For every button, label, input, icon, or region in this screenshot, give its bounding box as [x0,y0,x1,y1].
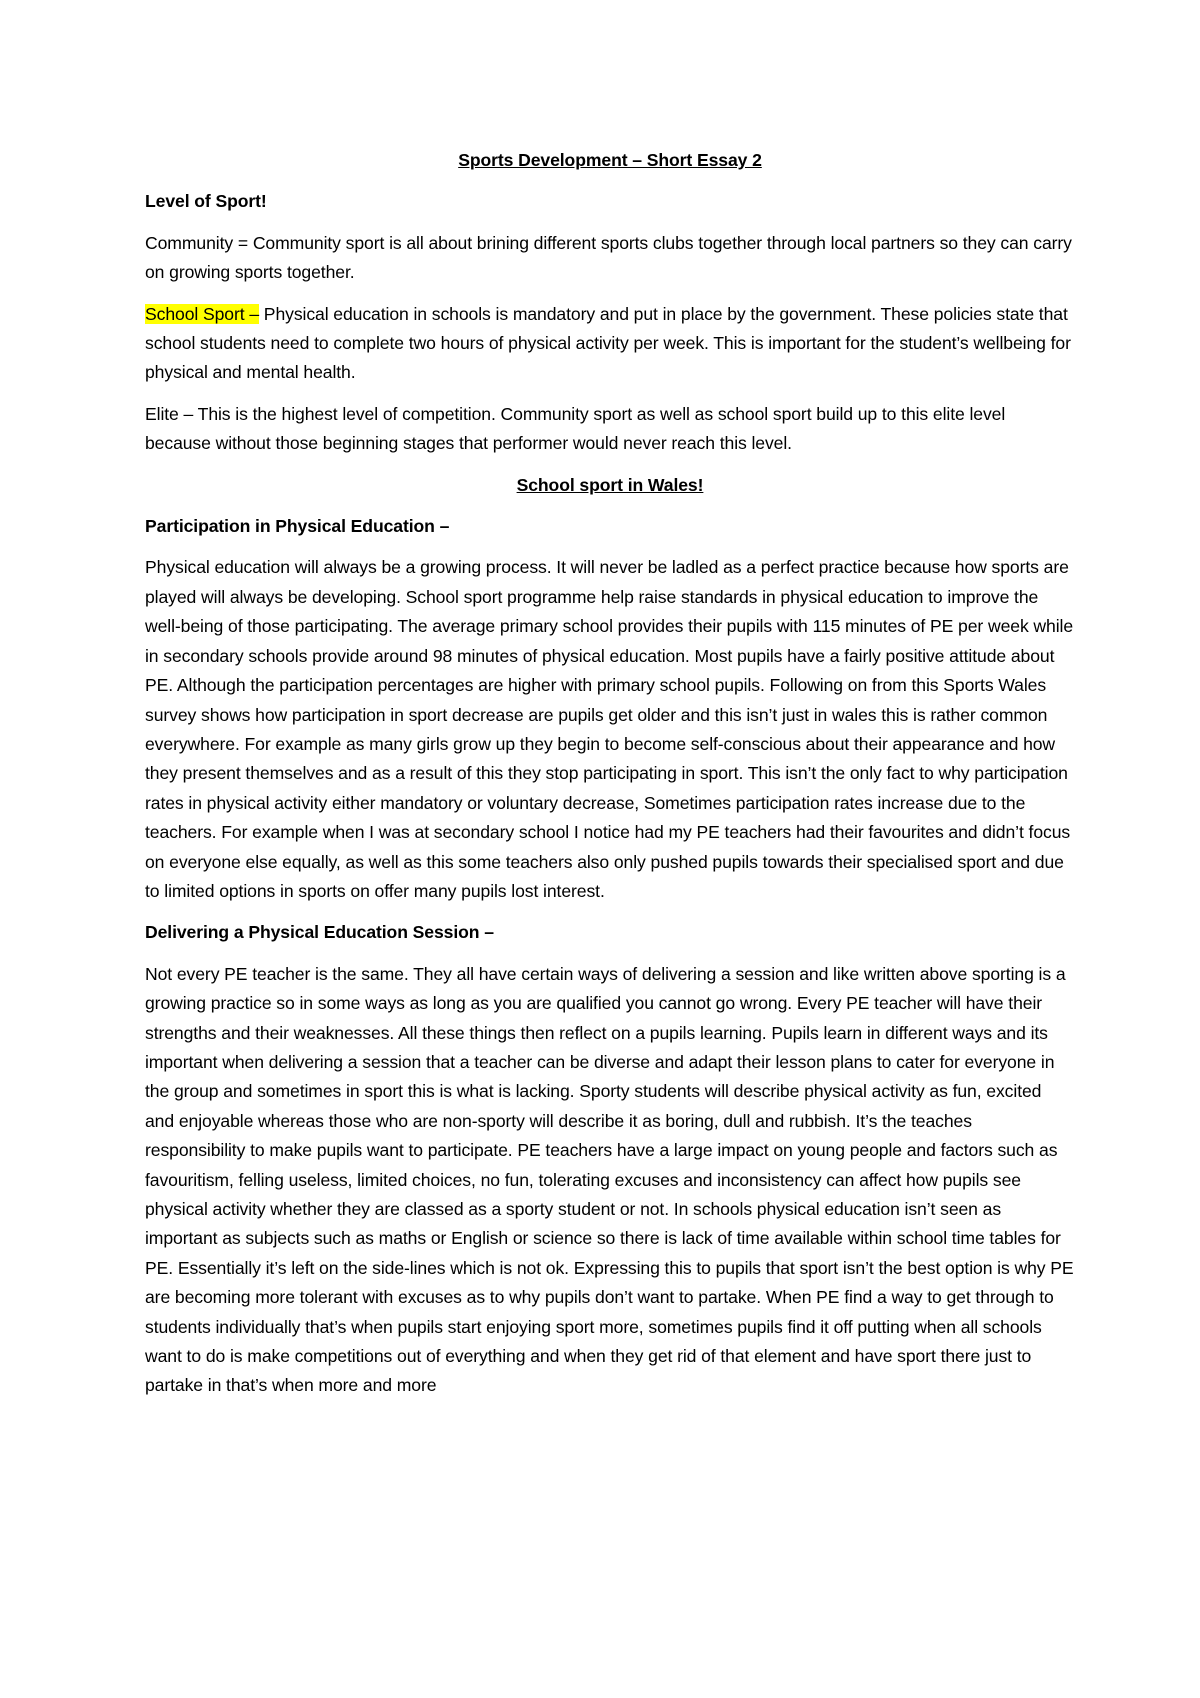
participation-heading: Participation in Physical Education – [145,516,450,537]
school-sport-highlighted-label: School Sport – [145,303,260,324]
elite-paragraph [145,400,1075,459]
delivering-heading: Delivering a Physical Education Session – [145,922,494,943]
delivering-paragraph [145,960,1075,1401]
school-sport-wales-heading: School sport in Wales! [516,474,704,495]
school-sport-text: Physical education in schools is mandatory and put in place by the government. These policies state that school students need to complete two hours of physical activity per week. This is important for the student’s wellbeing for physical and mental health. [145,303,1071,383]
document-page [145,146,1075,1413]
delivering-text: Not every PE teacher is the same. They all have certain ways of delivering a session and like written above sporting is a growing practice so in some ways as long as you are qualified you cannot go wrong. Every PE teacher will have their strengths and their weaknesses. All these things then reflect on a pupils learning. Pupils learn in different ways and its important when delivering a session that a teacher can be diverse and adapt their lesson plans to cater for everyone in the group and sometimes in sport this is what is lacking. Sporty students will describe physical activity as fun, excited and enjoyable whereas those who are non-sporty will describe it as boring, dull and rubbish. It’s the teaches responsibility to make pupils want to participate. PE teachers have a large impact on young people and factors such as favouritism, felling useless, limited choices, no fun, tolerating excuses and inconsistency can affect how pupils see physical activity whether they are classed as a sporty student or not. In schools physical education isn’t seen as important as subjects such as maths or English or science so there is lack of time available within school time tables for PE. Essentially it’s left on the side-lines which is not ok. Expressing this to pupils that sport isn’t the best option is why PE are becoming more tolerant with excuses as to why pupils don’t want to partake. When PE find a way to get through to students individually that’s when pupils start enjoying sport more, sometimes pupils find it off putting when all schools want to do is make competitions out of everything and when they get rid of that element and have sport there just to partake in that’s when more and more [145,963,1074,1396]
participation-text: Physical education will always be a growing process. It will never be ladled as a perfect practice because how sports are played will always be developing. School sport programme help raise standards in physical education to improve the well-being of those participating. The average primary school provides their pupils with 115 minutes of PE per week while in secondary schools provide around 98 minutes of physical education. Most pupils have a fairly positive attitude about PE. Although the participation percentages are higher with primary school pupils. Following on from this Sports Wales survey shows how participation in sport decrease are pupils get older and this isn’t just in wales this is rather common everywhere. For example as many girls grow up they begin to become self-conscious about their appearance and how they present themselves and as a result of this they stop participating in sport. This isn’t the only fact to why participation rates in physical activity either mandatory or voluntary decrease, Sometimes participation rates increase due to the teachers. For example when I was at secondary school I notice had my PE teachers had their favourites and didn’t focus on everyone else equally, as well as this some teachers also only pushed pupils towards their specialised sport and due to limited options in sports on offer many pupils lost interest. [145,557,1074,901]
school-sport-paragraph [145,300,1075,388]
elite-text: Elite – This is the highest level of competition. Community sport as well as school sport build up to this elite level because without those beginning stages that performer would never reach this level. [145,403,1006,454]
document-title: Sports Development – Short Essay 2 [458,150,762,170]
community-text: Community = Community sport is all about brining different sports clubs together through local partners so they can carry on growing sports together. [145,232,1072,283]
community-paragraph [145,229,1075,288]
participation-paragraph [145,553,1075,906]
level-of-sport-heading: Level of Sport! [145,191,267,212]
